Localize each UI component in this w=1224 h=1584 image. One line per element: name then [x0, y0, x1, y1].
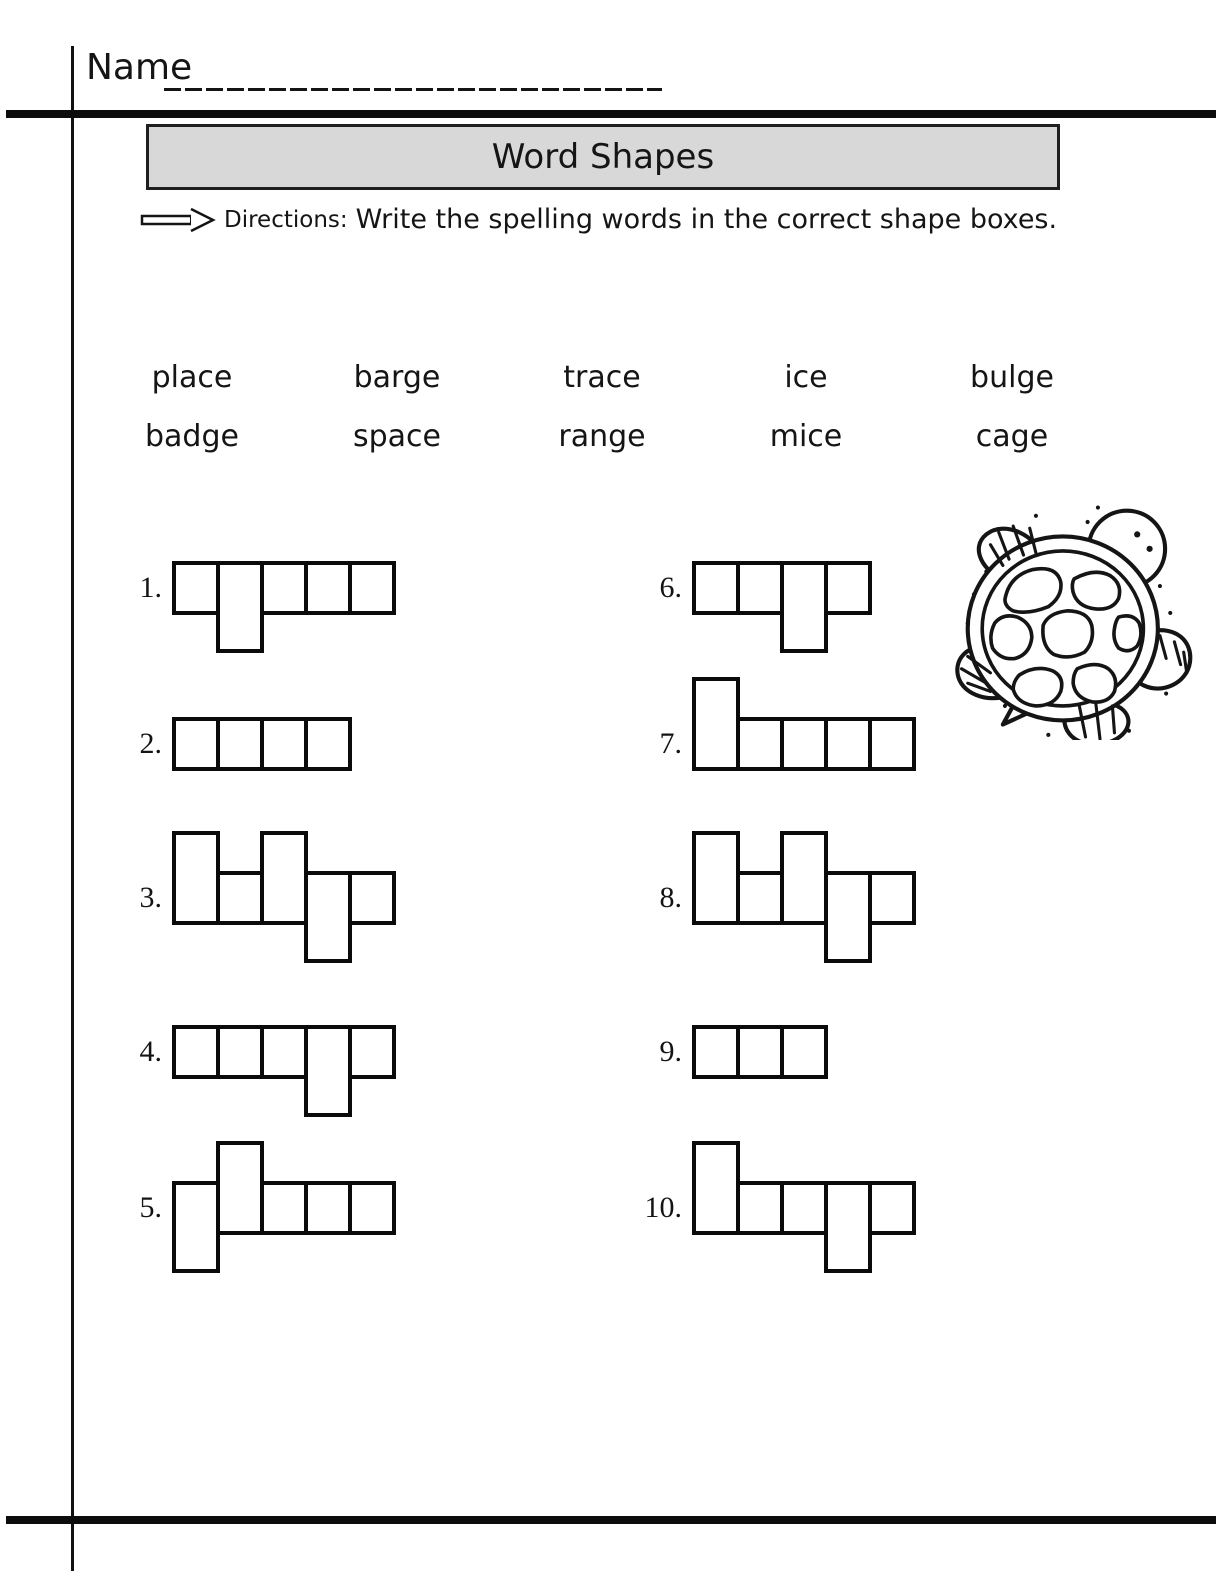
- turtle-illustration: [945, 490, 1193, 740]
- shape-cell-x[interactable]: [824, 717, 872, 771]
- shape-number: 6.: [659, 571, 682, 604]
- shape-cell-x[interactable]: [692, 561, 740, 615]
- shape-cell-desc[interactable]: [824, 1181, 872, 1273]
- shape-cell-asc[interactable]: [216, 1141, 264, 1235]
- directions-text: Write the spelling words in the correct shape boxes.: [355, 204, 1058, 235]
- shape-cell-x[interactable]: [780, 1025, 828, 1079]
- word-bank-word: mice: [769, 419, 843, 454]
- directions-label: Directions:: [224, 206, 348, 233]
- shape-cell-x[interactable]: [260, 717, 308, 771]
- shape-cell-x[interactable]: [304, 717, 352, 771]
- shape-cell-desc[interactable]: [216, 561, 264, 653]
- shape-cell-x[interactable]: [348, 1025, 396, 1079]
- shape-cell-x[interactable]: [348, 871, 396, 925]
- shape-number: 7.: [659, 727, 682, 760]
- shape-cell-asc[interactable]: [692, 677, 740, 771]
- shape-cell-desc[interactable]: [172, 1181, 220, 1273]
- shape-cell-asc[interactable]: [692, 831, 740, 925]
- shape-cell-x[interactable]: [304, 561, 352, 615]
- name-label: Name: [86, 47, 193, 88]
- shape-number: 1.: [139, 571, 162, 604]
- shape-number: 9.: [659, 1035, 682, 1068]
- shape-cell-desc[interactable]: [780, 561, 828, 653]
- title-bar: [146, 124, 1060, 190]
- word-bank-word: cage: [975, 419, 1049, 454]
- shape-cell-desc[interactable]: [824, 871, 872, 963]
- word-bank-word: ice: [784, 360, 828, 395]
- shape-number: 10.: [644, 1191, 682, 1224]
- shape-cell-x[interactable]: [216, 871, 264, 925]
- word-bank-word: badge: [145, 419, 239, 454]
- shape-cell-x[interactable]: [824, 561, 872, 615]
- shape-cell-x[interactable]: [172, 717, 220, 771]
- shape-cell-x[interactable]: [736, 561, 784, 615]
- top-divider-line: [6, 110, 1216, 118]
- shape-cell-asc[interactable]: [260, 831, 308, 925]
- shape-cell-x[interactable]: [780, 717, 828, 771]
- left-margin-line: [71, 46, 74, 1571]
- shape-cell-x[interactable]: [172, 561, 220, 615]
- shape-cell-x[interactable]: [868, 871, 916, 925]
- name-fill-line[interactable]: [164, 88, 662, 91]
- shape-cell-asc[interactable]: [172, 831, 220, 925]
- word-bank-word: bulge: [970, 360, 1054, 395]
- shape-cell-x[interactable]: [692, 1025, 740, 1079]
- shape-number: 3.: [139, 881, 162, 914]
- page-title: Word Shapes: [491, 137, 715, 177]
- shape-cell-x[interactable]: [304, 1181, 352, 1235]
- shape-cell-x[interactable]: [868, 1181, 916, 1235]
- shape-number: 5.: [139, 1191, 162, 1224]
- shape-number: 2.: [139, 727, 162, 760]
- shape-cell-x[interactable]: [260, 1025, 308, 1079]
- shape-cell-x[interactable]: [172, 1025, 220, 1079]
- shape-cell-x[interactable]: [736, 717, 784, 771]
- shape-cell-x[interactable]: [216, 1025, 264, 1079]
- directions-row: [140, 204, 1057, 235]
- shape-cell-x[interactable]: [780, 1181, 828, 1235]
- shape-number: 8.: [659, 881, 682, 914]
- word-bank-word: range: [558, 419, 646, 454]
- shape-cell-desc[interactable]: [304, 871, 352, 963]
- shape-cell-x[interactable]: [348, 561, 396, 615]
- arrow-icon: [140, 207, 216, 233]
- shape-cell-x[interactable]: [260, 561, 308, 615]
- word-bank-word: barge: [353, 360, 441, 395]
- shape-cell-x[interactable]: [260, 1181, 308, 1235]
- shape-cell-x[interactable]: [736, 871, 784, 925]
- shape-number: 4.: [139, 1035, 162, 1068]
- shape-cell-x[interactable]: [736, 1181, 784, 1235]
- word-bank-word: trace: [563, 360, 641, 395]
- bottom-divider-line: [6, 1516, 1216, 1524]
- word-bank-word: place: [151, 360, 233, 395]
- shape-cell-asc[interactable]: [692, 1141, 740, 1235]
- shape-cell-x[interactable]: [736, 1025, 784, 1079]
- shape-cell-x[interactable]: [348, 1181, 396, 1235]
- shape-cell-desc[interactable]: [304, 1025, 352, 1117]
- word-bank-word: space: [352, 419, 442, 454]
- shape-cell-asc[interactable]: [780, 831, 828, 925]
- shape-cell-x[interactable]: [216, 717, 264, 771]
- shape-cell-x[interactable]: [868, 717, 916, 771]
